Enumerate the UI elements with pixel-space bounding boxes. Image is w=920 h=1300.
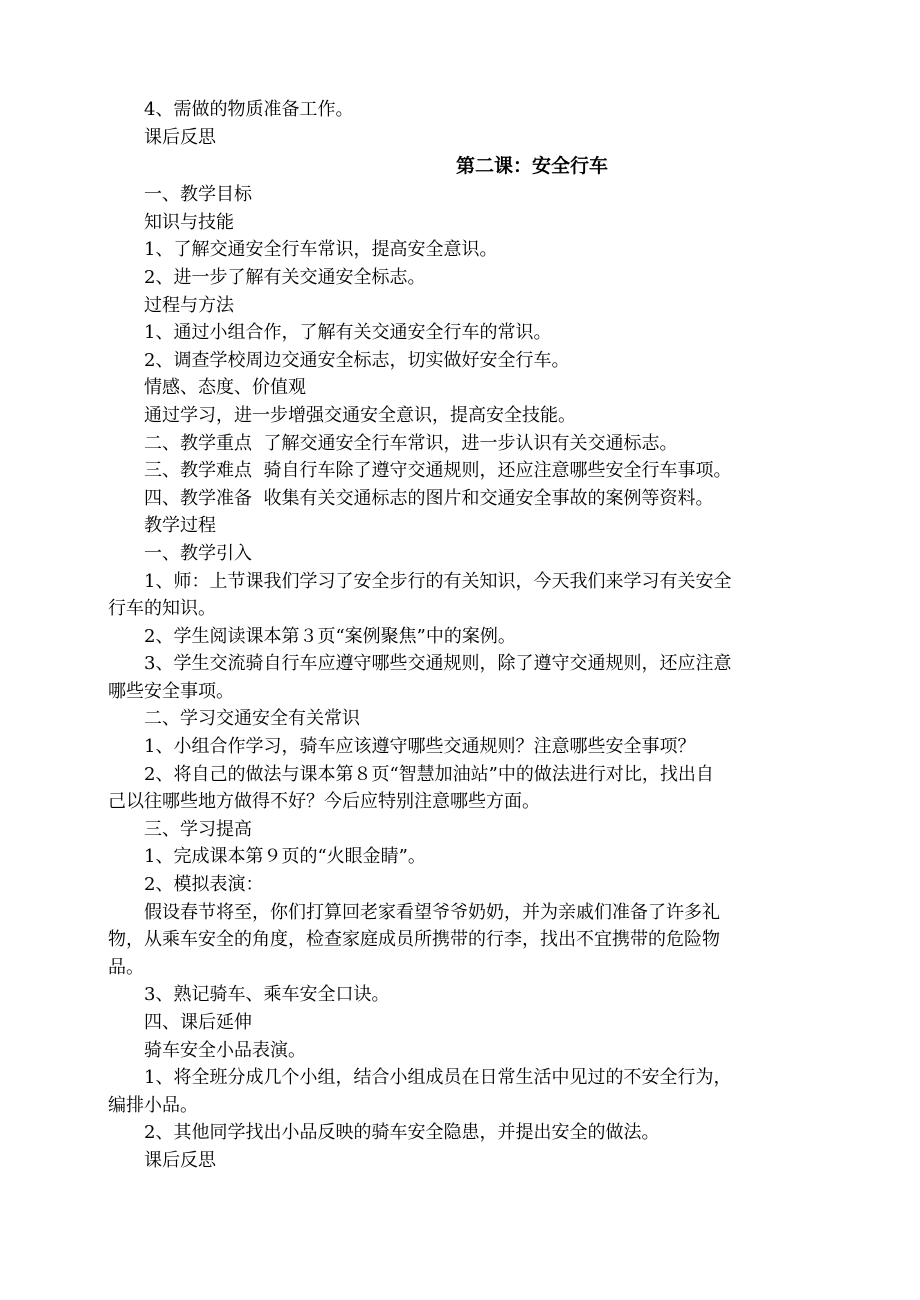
text-line: 二、教学重点 了解交通安全行车常识，进一步认识有关交通标志。 xyxy=(144,432,678,454)
text-line: 1、将全班分成几个小组，结合小组成员在日常生活中见过的不安全行为， xyxy=(144,1067,732,1089)
text-line: 行车的知识。 xyxy=(108,598,216,620)
text-line: 二、学习交通安全有关常识 xyxy=(144,708,360,730)
text-line: 哪些安全事项。 xyxy=(108,680,234,702)
text-line: 物，从乘车安全的角度，检查家庭成员所携带的行李，找出不宜携带的危险物 xyxy=(108,929,720,951)
lesson-title: 第二课：安全行车 xyxy=(455,155,608,178)
text-line: 2、模拟表演： xyxy=(144,874,264,896)
text-line: 四、教学准备 收集有关交通标志的图片和交通安全事故的案例等资料。 xyxy=(144,487,714,509)
text-line: 骑车安全小品表演。 xyxy=(144,1039,306,1061)
text-line: 四、课后延伸 xyxy=(144,1012,252,1033)
text-line: 品。 xyxy=(108,956,144,978)
text-line: 2、进一步了解有关交通安全标志。 xyxy=(144,266,426,288)
text-line: 己以往哪些地方做得不好？今后应特别注意哪些方面。 xyxy=(108,791,540,813)
text-line: 三、教学难点 骑自行车除了遵守交通规则，还应注意哪些安全行车事项。 xyxy=(144,460,732,482)
text-line: 知识与技能 xyxy=(144,211,234,233)
text-line-reflection-1: 课后反思 xyxy=(144,126,216,148)
text-line: 假设春节将至，你们打算回老家看望爷爷奶奶，并为亲戚们准备了许多礼 xyxy=(144,901,720,923)
text-line: 2、将自己的做法与课本第８页“智慧加油站”中的做法进行对比，找出自 xyxy=(144,763,714,785)
text-line: 1、师：上节课我们学习了安全步行的有关知识，今天我们来学习有关安全 xyxy=(144,570,732,592)
text-line: 1、完成课本第９页的“火眼金睛”。 xyxy=(144,846,426,868)
text-line: 情感、态度、价值观 xyxy=(144,377,306,399)
text-line: 1、小组合作学习，骑车应该遵守哪些交通规则？注意哪些安全事项？ xyxy=(144,736,696,758)
text-line: 一、教学引入 xyxy=(144,542,252,564)
text-line: 三、学习提高 xyxy=(144,818,252,840)
text-line: 1、了解交通安全行车常识，提高安全意识。 xyxy=(144,239,498,261)
text-line: 2、学生阅读课本第３页“案例聚焦”中的案例。 xyxy=(144,625,516,647)
text-line: 3、熟记骑车、乘车安全口诀。 xyxy=(144,984,390,1006)
text-line: 3、学生交流骑自行车应遵守哪些交通规则，除了遵守交通规则，还应注意 xyxy=(144,653,732,675)
text-line: 2、调查学校周边交通安全标志，切实做好安全行车。 xyxy=(144,349,570,371)
text-line: 教学过程 xyxy=(144,515,216,537)
text-line-reflection-2: 课后反思 xyxy=(144,1149,216,1171)
text-line: 1、通过小组合作，了解有关交通安全行车的常识。 xyxy=(144,322,552,344)
text-line: 一、教学目标 xyxy=(144,184,252,206)
text-line: 编排小品。 xyxy=(108,1094,198,1116)
text-line: 过程与方法 xyxy=(144,294,234,316)
text-line-prep: 4、需做的物质准备工作。 xyxy=(144,99,354,120)
text-line: 通过学习，进一步增强交通安全意识，提高安全技能。 xyxy=(144,404,576,426)
text-line: 2、其他同学找出小品反映的骑车安全隐患，并提出安全的做法。 xyxy=(144,1122,660,1144)
